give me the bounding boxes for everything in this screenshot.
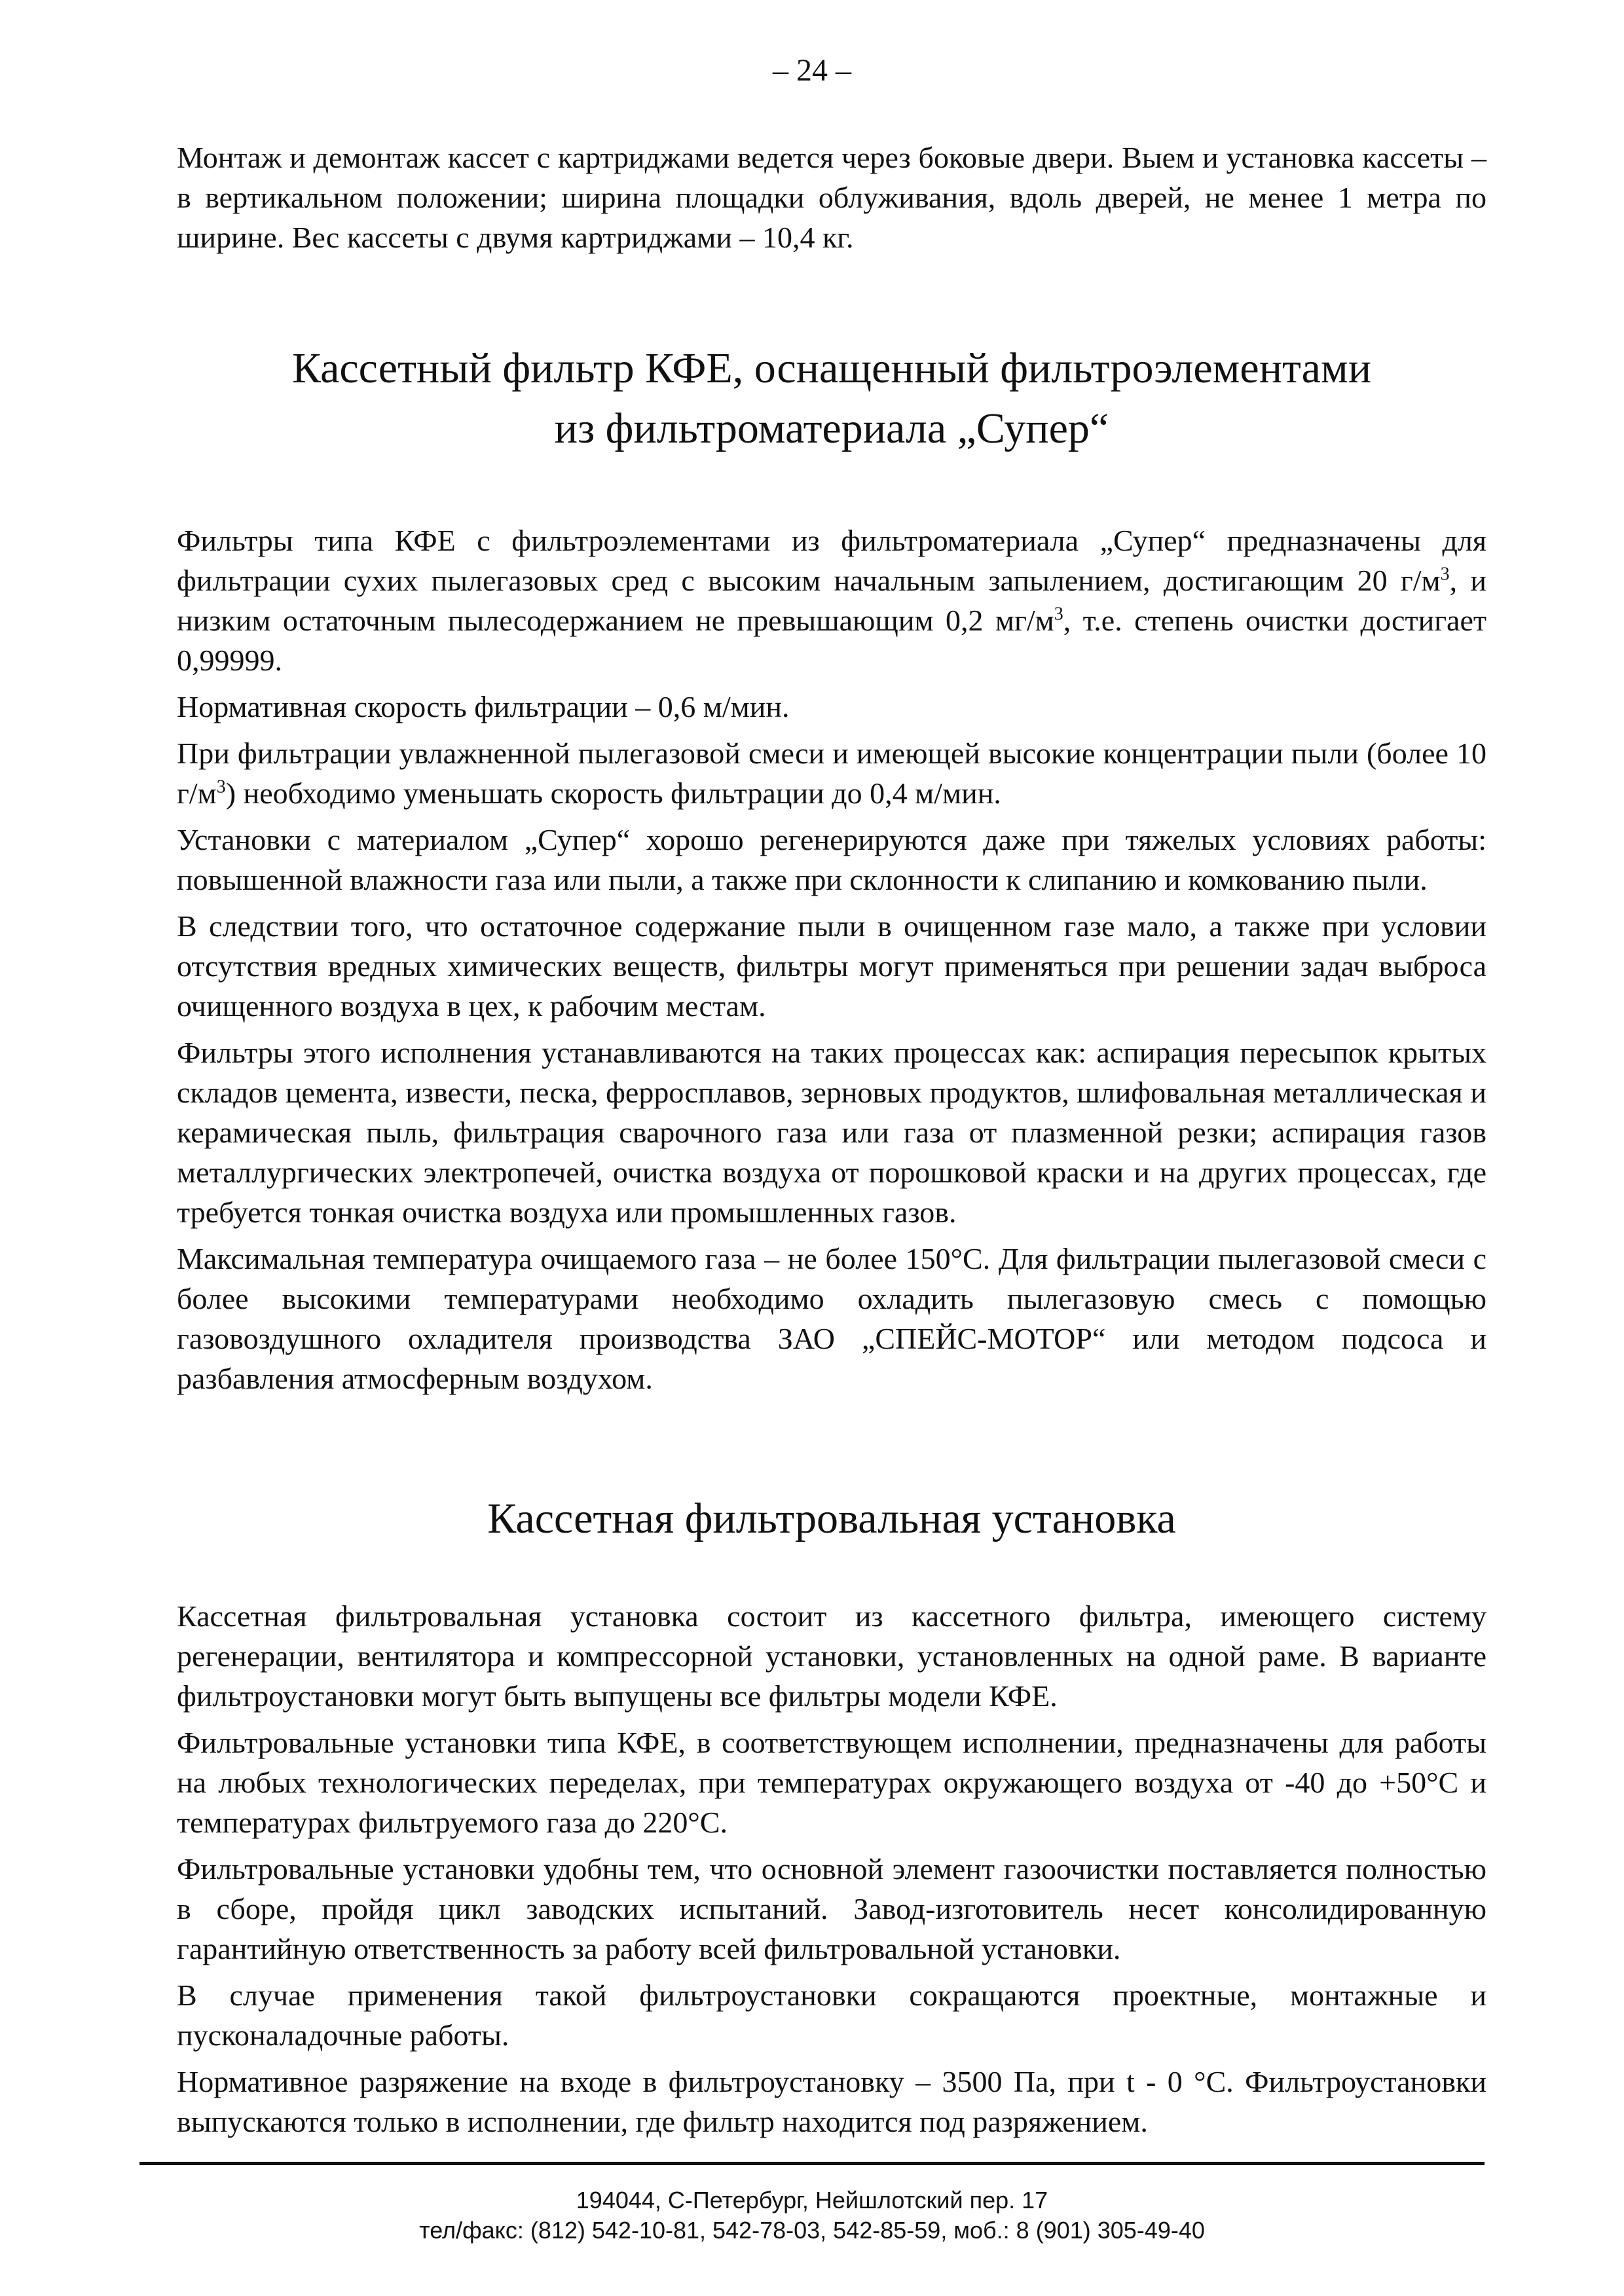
footer-divider	[139, 2162, 1485, 2165]
section-title-line-1: Кассетный фильтр КФЕ, оснащенный фильтроэлементами	[291, 344, 1372, 392]
filter-purpose-text-b: , и низким остаточным пылесодержанием не превышающим 0,2 мг/м	[177, 564, 1486, 637]
filter-purpose-text-a: Фильтры типа КФЕ с фильтроэлементами из фильтроматериала „Супер“ предназначены для фильтрации сухих пылегазовых сред с высоким начальным запылением, достигающим 20 г/м	[177, 524, 1486, 597]
unit-works-reduction-paragraph: В случае применения такой фильтроустановки сокращаются проектные, монтажные и пусконаладочные работы.	[177, 1978, 1486, 2052]
residual-dust-paragraph: В следствии того, что остаточное содержание пыли в очищенном газе мало, а также при условии отсутствия вредных химических веществ, фильтры могут применяться при решении задач выброса очищенного воздуха в цех, к рабочим местам.	[177, 909, 1486, 1023]
humid-mixture-text-b: ) необходимо уменьшать скорость фильтрации до 0,4 м/мин.	[225, 776, 1001, 810]
superscript-3: 3	[216, 776, 226, 797]
footer-phones: тел/факс: (812) 542-10-81, 542-78-03, 542-85-59, моб.: 8 (901) 305-49-40	[419, 2217, 1205, 2244]
filtration-speed-paragraph: Нормативная скорость фильтрации – 0,6 м/мин.	[177, 690, 790, 723]
page-body	[177, 137, 1486, 2148]
unit-vacuum-paragraph: Нормативное разряжение на входе в фильтроустановку – 3500 Па, при t - 0 °С. Фильтроустановки выпускаются только в исполнении, где фильтр находится под разряжением.	[177, 2065, 1486, 2138]
section-title-line-2: из фильтроматериала „Супер“	[554, 405, 1109, 452]
applications-paragraph: Фильтры этого исполнения устанавливаются на таких процессах как: аспирация пересыпок крытых складов цемента, извести, песка, ферросплавов, зерновых продуктов, шлифовальная металлическая и керамическая пыль, фильтрация сварочного газа или газа от плазменной резки; аспирация газов металлургических электропечей, очистка воздуха от порошковой краски и на других процессах, где требуется тонкая очистка воздуха или промышленных газов.	[177, 1036, 1486, 1229]
footer-address: 194044, С-Петербург, Нейшлотский пер. 17	[576, 2187, 1048, 2214]
humid-mixture-paragraph	[177, 733, 1486, 813]
regeneration-paragraph: Установки с материалом „Супер“ хорошо регенерируются даже при тяжелых условиях работы: повышенной влажности газа или пыли, а также при склонности к слипанию и комкованию пыли.	[177, 823, 1486, 896]
intro-paragraph: Монтаж и демонтаж кассет с картриджами ведется через боковые двери. Выем и установка кассеты – в вертикальном положении; ширина площадки облуживания, вдоль дверей, не менее 1 метра по ширине. Вес кассеты с двумя картриджами – 10,4 кг.	[177, 141, 1486, 254]
unit-purpose-paragraph: Фильтровальные установки типа КФЕ, в соответствующем исполнении, предназначены для работы на любых технологических переделах, при температурах окружающего воздуха от -40 до +50°С и температурах фильтруемого газа до 220°С.	[177, 1726, 1486, 1839]
max-temperature-paragraph: Максимальная температура очищаемого газа – не более 150°С. Для фильтрации пылегазовой смеси с более высокими температурами необходимо охладить пылегазовую смесь с помощью газовоздушного охладителя производства ЗАО „СПЕЙС-МОТОР“ или методом подсоса и разбавления атмосферным воздухом.	[177, 1242, 1486, 1395]
section-title-filter-unit: Кассетная фильтровальная установка	[487, 1495, 1176, 1542]
unit-advantages-paragraph: Фильтровальные установки удобны тем, что основной элемент газоочистки поставляется полностью в сборе, пройдя цикл заводских испытаний. Завод-изготовитель несет консолидированную гарантийную ответственность за работу всей фильтровальной установки.	[177, 1852, 1486, 1965]
filter-purpose-paragraph	[177, 520, 1486, 680]
unit-composition-paragraph: Кассетная фильтровальная установка состоит из кассетного фильтра, имеющего систему регенерации, вентилятора и компрессорной установки, установленных на одной раме. В варианте фильтроустановки могут быть выпущены все фильтры модели КФЕ.	[177, 1599, 1486, 1713]
filter-purpose-text-c: , т.е. степень очистки достигает 0,99999.	[177, 604, 1486, 677]
page-number: – 24 –	[773, 53, 851, 88]
superscript-3: 3	[1054, 604, 1063, 625]
section-title-cassette-filter	[177, 338, 1486, 459]
humid-mixture-text-a: При фильтрации увлажненной пылегазовой смеси и имеющей высокие концентрации пыли (более 10 г/м	[177, 737, 1486, 810]
superscript-3: 3	[1440, 564, 1450, 585]
